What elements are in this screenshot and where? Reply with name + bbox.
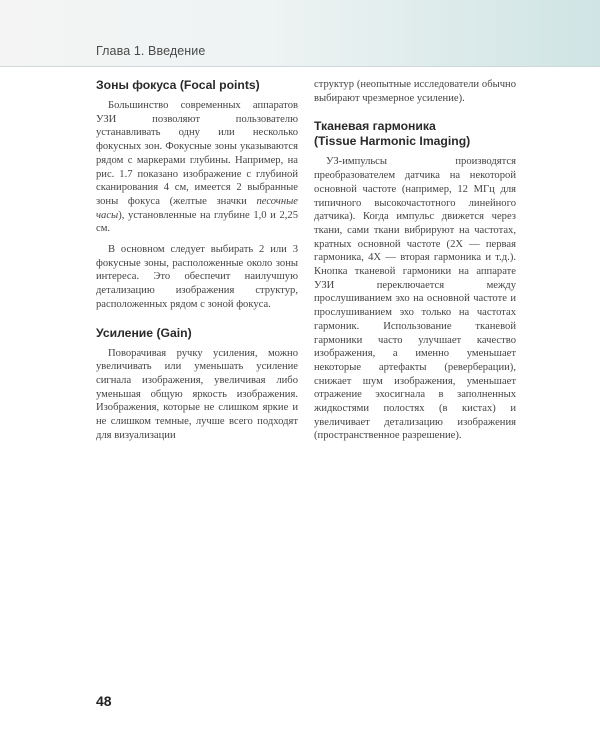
paragraph-tissue-harmonic: УЗ-импульсы производятся преобразователем датчика на некоторой основной частоте (например, 12 МГц для типичного высокочастотного линейного датчика). Когда импульс движется через ткани, сами ткани вибрируют на частотах, кратных основной частоте (2Х — первая гармоника, 4Х — вторая гармоника и т.д.). Кнопка тканевой гармоники на аппарате УЗИ переключается между прослушиванием эхо на основной частоте и прослушиванием эхо только на частотах гармоник. Использование тканевой гармоники часто улучшает качество изображения, а именно уменьшает некоторые артефакты (реверберации), снижает шум изображения, уменьшает отражение эхосигнала в заполненных жидкостями полостях (в кистах) и увеличивает детализацию изображения (пространственное разрешение). xyxy=(314,156,516,442)
paragraph-focal-2: В основном следует выбирать 2 или 3 фокусные зоны, расположенные около зоны интереса. Это обеспечит наилучшую детализацию изображения структур, расположенных рядом с зоной фокуса. xyxy=(96,244,298,310)
section-heading-tissue-harmonic xyxy=(314,119,516,149)
paragraph-focal-1 xyxy=(96,99,298,236)
hourglass-term: песочные часы xyxy=(96,195,298,221)
paragraph-gain-1: Поворачивая ручку усиления, можно увеличивать или уменьшать усиление сигнала изображения, увеличивая либо уменьшая общую яркость изображения. Изображения, которые не слишком яркие и не слишком темные, лучше всего подходят для визуализации xyxy=(96,347,298,441)
page-number: 48 xyxy=(96,693,112,709)
paragraph-focal-1-text-a: Большинство современных аппаратов УЗИ позволяют пользователю устанавливать одну или несколько фокусных зон. Фокусные зоны указываются рядом с маркерами глубины. Например, на рис. 1.7 показано изображение с глубиной сканирования 4 см, имеется 2 выбранные зоны фокуса (желтые значки xyxy=(96,100,298,207)
chapter-title: Глава 1. Введение xyxy=(96,44,206,58)
section-heading-focal-points: Зоны фокуса (Focal points) xyxy=(96,78,260,92)
section-heading-tissue-harmonic-ru: Тканевая гармоника xyxy=(314,119,436,134)
paragraph-gain-continued: структур (неопытные исследователи обычно выбирают чрезмерное усиление). xyxy=(314,79,516,104)
left-column xyxy=(96,78,298,442)
paragraph-focal-1-text-b: ), установленные на глубине 1,0 и 2,25 см. xyxy=(96,209,298,235)
right-column xyxy=(314,78,516,443)
section-heading-tissue-harmonic-en: (Tissue Harmonic Imaging) xyxy=(314,134,471,149)
header-band xyxy=(0,0,600,67)
section-heading-gain: Усиление (Gain) xyxy=(96,325,192,340)
